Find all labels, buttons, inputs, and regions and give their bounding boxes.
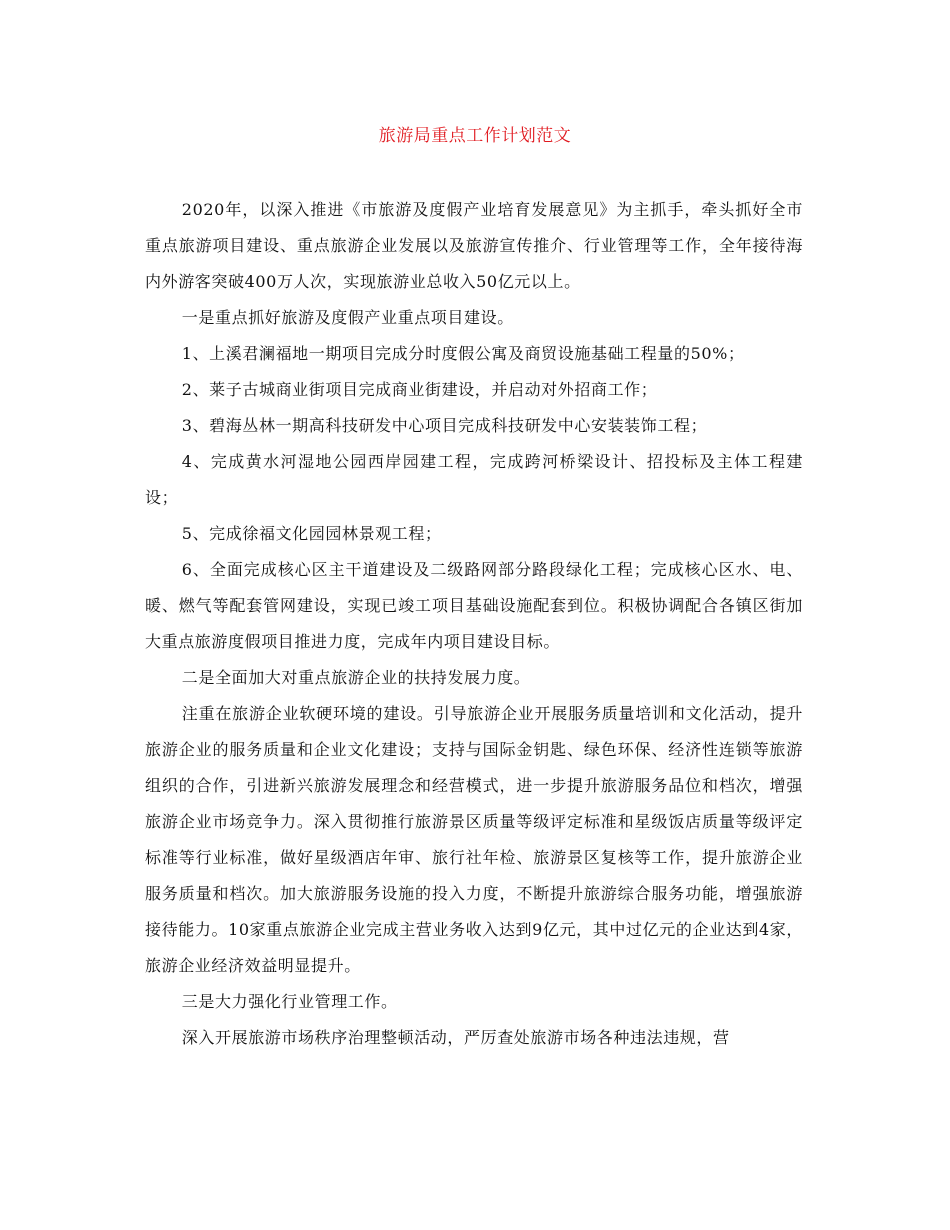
list-item-2: 2、莱子古城商业街项目完成商业街建设，并启动对外招商工作； xyxy=(181,380,658,399)
list-item-5: 5、完成徐福文化园园林景观工程； xyxy=(181,524,442,543)
list-item-4: 4、完成黄水河湿地公园西岸园建工程，完成跨河桥梁设计、招投标及主体工程建设； xyxy=(145,452,803,507)
heading-section-3: 三是大力强化行业管理工作。 xyxy=(181,992,398,1011)
paragraph-section-2: 注重在旅游企业软硬环境的建设。引导旅游企业开展服务质量培训和文化活动，提升旅游企业的服务质量和企业文化建设；支持与国际金钥匙、绿色环保、经济性连锁等旅游组织的合作，引进新兴旅游发展理念和经营模式，进一步提升旅游服务品位和档次，增强旅游企业市场竞争力。深入贯彻推行旅游景区质量等级评定标准和星级饭店质量等级评定标准等行业标准，做好星级酒店年审、旅行社年检、旅游景区复核等工作，提升旅游企业服务质量和档次。加大旅游服务设施的投入力度，不断提升旅游综合服务功能，增强旅游接待能力。10家重点旅游企业完成主营业务收入达到9亿元，其中过亿元的企业达到4家，旅游企业经济效益明显提升。 xyxy=(145,704,803,975)
heading-section-1: 一是重点抓好旅游及度假产业重点项目建设。 xyxy=(181,308,514,327)
paragraph-section-3: 深入开展旅游市场秩序治理整顿活动，严厉查处旅游市场各种违法违规，营 xyxy=(181,1028,730,1047)
list-item-3: 3、碧海丛林一期高科技研发中心项目完成科技研发中心安装装饰工程； xyxy=(181,416,708,435)
paragraph-intro: 2020年，以深入推进《市旅游及度假产业培育发展意见》为主抓手，牵头抓好全市重点旅游项目建设、重点旅游企业发展以及旅游宣传推介、行业管理等工作，全年接待海内外游客突破400万人次，实现旅游业总收入50亿元以上。 xyxy=(145,200,803,291)
list-item-1: 1、上溪君澜福地一期项目完成分时度假公寓及商贸设施基础工程量的50%； xyxy=(181,344,745,363)
heading-section-2: 二是全面加大对重点旅游企业的扶持发展力度。 xyxy=(181,668,531,687)
document-body xyxy=(145,192,803,1056)
list-item-6: 6、全面完成核心区主干道建设及二级路网部分路段绿化工程；完成核心区水、电、暖、燃气等配套管网建设，实现已竣工项目基础设施配套到位。积极协调配合各镇区街加大重点旅游度假项目推进力度，完成年内项目建设目标。 xyxy=(145,560,803,651)
document-title: 旅游局重点工作计划范文 xyxy=(378,126,572,146)
